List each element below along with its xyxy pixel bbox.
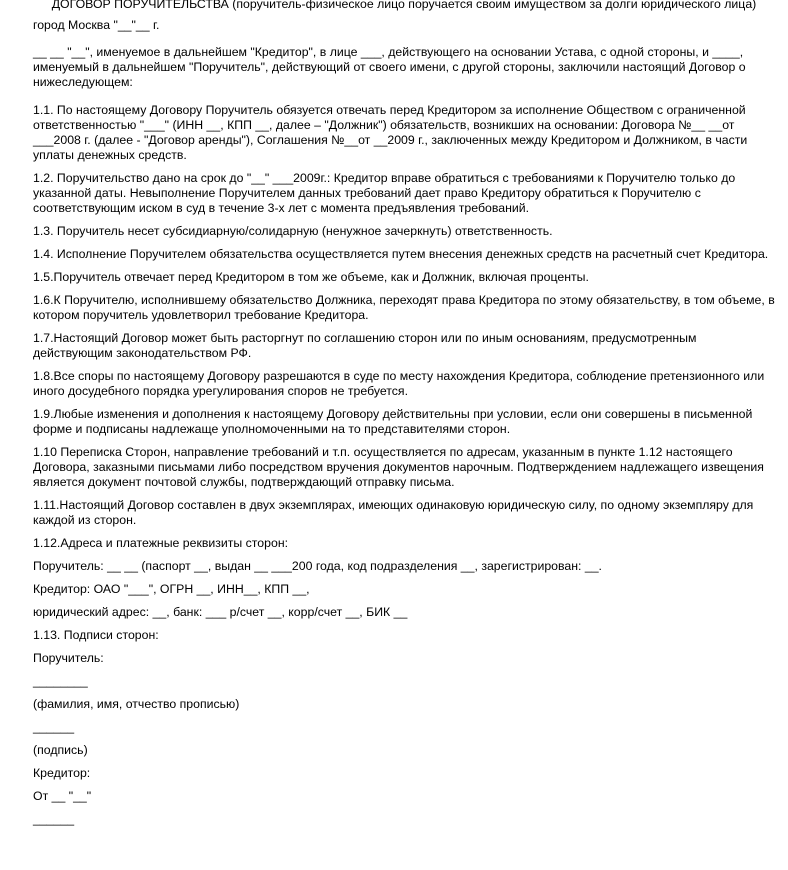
document-title: ДОГОВОР ПОРУЧИТЕЛЬСТВА (поручитель-физическое лицо поручается своим имуществом за долги юридического лица) [51,0,757,11]
clause-1-4: 1.4. Исполнение Поручителем обязательства осуществляется путем внесения денежных средств на расчетный счет Кредитора. [33,247,769,261]
clause-1-7: 1.7.Настоящий Договор может быть расторгнут по соглашению сторон или по иным основаниям, предусмотренным действующим законодательством РФ. [33,331,697,360]
clause-1-12: 1.12.Адреса и платежные реквизиты сторон: [33,536,289,550]
clause-1-5: 1.5.Поручитель отвечает перед Кредитором в том же объеме, как и Должник, включая проценты. [33,270,589,284]
creditor-from-line: От __ "__" [33,789,92,803]
clause-1-3: 1.3. Поручитель несет субсидиарную/солидарную (ненужное зачеркнуть) ответственность. [33,224,553,238]
fio-note: (фамилия, имя, отчество прописью) [33,697,240,711]
signatures-heading: 1.13. Подписи сторон: [33,628,159,642]
guarantor-sign-line: ______ [33,720,75,734]
creditor-signature-label: Кредитор: [33,766,91,780]
clause-1-2: 1.2. Поручительство дано на срок до "__" ___2009г.: Кредитор вправе обратиться с требованиями к Поручителю только до указанной даты. Невыполнение Поручителем данных требований дает право Кредитору обратиться к Поручителю с соответствующим иском в суд в течение 3-х лет с момента предъявления требований. [33,171,736,215]
clause-1-9: 1.9.Любые изменения и дополнения к настоящему Договору действительны при условии, если они совершены в письменной форме и подписаны надлежаще уполномоченными на то представителями сторон. [33,407,753,436]
preamble: __ __ "__", именуемое в дальнейшем "Кредитор", в лице ___, действующего на основании Устава, с одной стороны, и ____, именуемый в дальнейшем "Поручитель", действующий от своего имени, с другой стороны, заключили настоящий Договор о нижеследующем: [33,45,746,89]
legal-address-requisites: юридический адрес: __, банк: ___ р/счет __, корр/счет __, БИК __ [33,605,408,619]
clause-1-1: 1.1. По настоящему Договору Поручитель обязуется отвечать перед Кредитором за исполнение Обществом с ограниченной ответственностью "___" (ИНН __, КПП __, далее – "Должник") обязательств, возникших на основании: Договора №__ __от ___2008 г. (далее - "Договор аренды"), Соглашения №__от __2009 г., заключенных между Кредитором и Должником, в части уплаты денежных средств. [33,103,748,162]
clause-1-10: 1.10 Переписка Сторон, направление требований и т.п. осуществляется по адресам, указанным в пункте 1.12 настоящего Договора, заказными письмами либо посредством вручения документов нарочным. Подтверждением надлежащего извещения является документ почтовой службы, подтверждающий отправку письма. [33,445,764,489]
clause-1-11: 1.11.Настоящий Договор составлен в двух экземплярах, имеющих одинаковую юридическую силу, по одному экземпляру для каждой из сторон. [33,498,754,527]
city-date-line: город Москва "__"__ г. [33,18,160,32]
clause-1-6: 1.6.К Поручителю, исполнившему обязательство Должника, переходят права Кредитора по этому обязательству, в том объеме, в котором поручитель удовлетворил требование Кредитора. [33,293,775,322]
sign-note: (подпись) [33,743,88,757]
guarantor-requisites: Поручитель: __ __ (паспорт __, выдан __ ___200 года, код подразделения __, зарегистрирован: __. [33,559,602,573]
guarantor-signature-label: Поручитель: [33,651,104,665]
clause-1-8: 1.8.Все споры по настоящему Договору разрешаются в суде по месту нахождения Кредитора, соблюдение претензионного или иного досудебного порядка урегулирования споров не требуется. [33,369,765,398]
guarantor-name-line: ________ [33,674,88,688]
creditor-requisites: Кредитор: ОАО "___", ОГРН __, ИНН__, КПП __, [33,582,310,596]
contract-document [33,0,775,835]
creditor-sign-line: ______ [33,812,75,826]
